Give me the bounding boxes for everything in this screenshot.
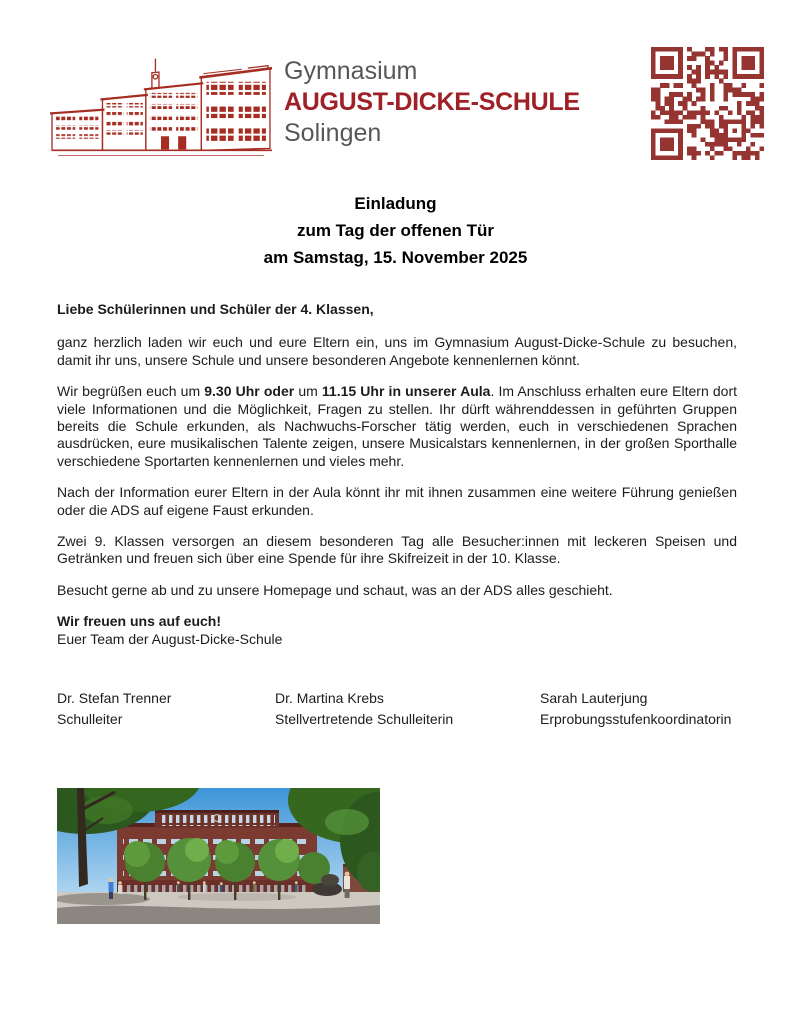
- signatory-role: Erprobungsstufenkoordinatorin: [540, 711, 732, 728]
- closing-block: [57, 613, 737, 648]
- wordmark-city: Solingen: [284, 119, 382, 147]
- signature-headmaster: [57, 688, 275, 730]
- letter-body: [57, 301, 737, 924]
- wordmark-school-name: AUGUST-DICKE-SCHULE: [284, 88, 580, 116]
- closing-team-line: Euer Team der August-Dicke-Schule: [57, 630, 283, 647]
- greeting-line: Liebe Schülerinnen und Schüler der 4. Klassen,: [57, 301, 374, 317]
- paragraph-tour: Nach der Information eurer Eltern in der Aula könnt ihr mit ihnen zusammen eine weitere Führung genießen oder die ADS auf eigene Faust erkunden.: [57, 484, 737, 518]
- school-wordmark: [284, 56, 580, 149]
- wordmark-gymnasium: Gymnasium: [284, 57, 418, 85]
- title-line-date: am Samstag, 15. November 2025: [263, 248, 528, 267]
- school-building-logo-icon: [50, 48, 274, 170]
- paragraph-welcome: ganz herzlich laden wir euch und eure Eltern ein, uns im Gymnasium August-Dicke-Schule zu besuchen, damit ihr uns, unsere Schule und unsere besonderen Angebote kennenlernen könnt.: [57, 334, 737, 368]
- qr-code: [651, 47, 764, 160]
- schoolyard-photo: [57, 788, 380, 924]
- closing-line: Wir freuen uns auf euch!: [57, 613, 222, 630]
- signature-block: [57, 688, 737, 730]
- signatory-name: Dr. Martina Krebs: [275, 690, 384, 707]
- title-line-einladung: Einladung: [354, 194, 437, 213]
- signature-coordinator: [540, 688, 737, 730]
- title-line-event: zum Tag der offenen Tür: [296, 221, 495, 240]
- paragraph-homepage: Besucht gerne ab und zu unsere Homepage und schaut, was an der ADS alles geschieht.: [57, 581, 613, 598]
- invitation-title: [0, 190, 791, 271]
- signatory-role: Schulleiter: [57, 711, 123, 728]
- signature-deputy: [275, 688, 540, 730]
- paragraph-schedule: Wir begrüßen euch um 9.30 Uhr oder um 11.15 Uhr in unserer Aula. Im Anschluss erhalten eure Eltern dort viele Informationen und die Möglichkeit, Fragen zu stellen. Ihr dürft währenddessen in geführten Gruppen bereits die Schule erkunden, als Nachwuchs-Forscher tätig werden, euch in verschiedenen Sprachen ausdrücken, eure musikalischen Talente zeigen, unsere Musicalstars kennenlernen, in der großen Sporthalle verschiedene Sportarten kennenlernen und vieles mehr.: [57, 383, 737, 469]
- signatory-role: Stellvertretende Schulleiterin: [275, 711, 454, 728]
- signatory-name: Sarah Lauterjung: [540, 690, 648, 707]
- signatory-name: Dr. Stefan Trenner: [57, 690, 172, 707]
- paragraph-catering: Zwei 9. Klassen versorgen an diesem besonderen Tag alle Besucher:innen mit leckeren Speisen und Getränken und freuen sich über eine Spende für ihre Skifreizeit in der 10. Klasse.: [57, 533, 737, 567]
